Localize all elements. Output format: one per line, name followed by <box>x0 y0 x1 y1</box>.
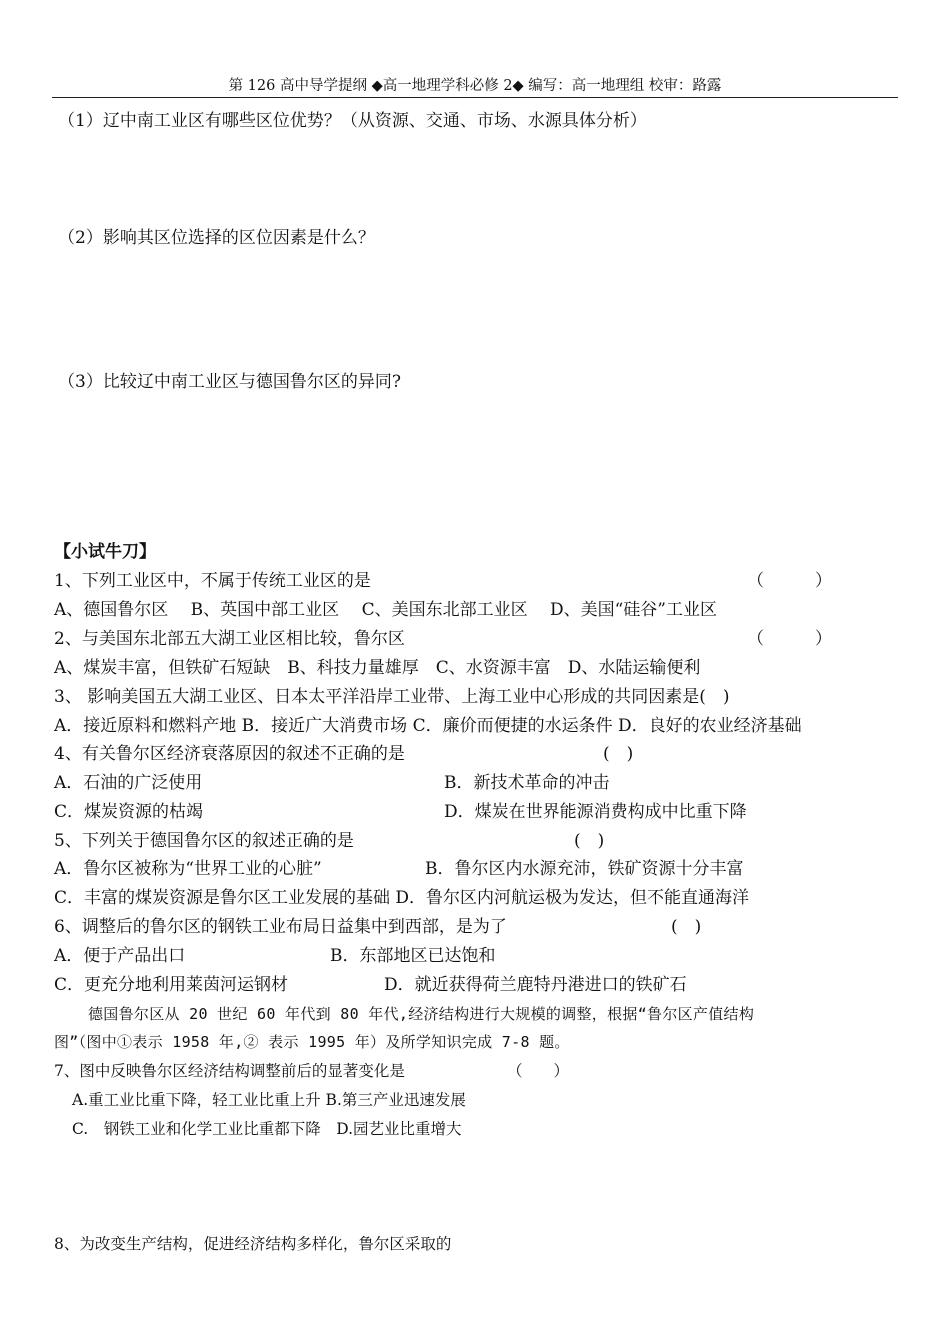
mc-5-option-a: A．鲁尔区被称为“世界工业的心脏” <box>54 859 322 879</box>
mc-6-option-b: B．东部地区已达饱和 <box>330 946 496 966</box>
question-3-top: （3）比较辽中南工业区与德国鲁尔区的异同? <box>58 372 401 392</box>
question-1-top: （1）辽中南工业区有哪些区位优势？（从资源、交通、市场、水源具体分析） <box>58 111 647 131</box>
mc-2-bracket: （ ） <box>747 629 832 649</box>
header-rule <box>52 97 898 98</box>
mc-5-options-cd: C．丰富的煤炭资源是鲁尔区工业发展的基础 D．鲁尔区内河航运极为发达，但不能直通海洋 <box>54 888 750 908</box>
mc-4-bracket: ( ) <box>603 744 634 764</box>
mc-1-bracket: （ ） <box>747 571 832 591</box>
mc-1-options: A、德国鲁尔区 B、英国中部工业区 C、美国东北部工业区 D、美国“硅谷”工业区 <box>54 600 717 620</box>
mc-5-option-b: B．鲁尔区内水源充沛，铁矿资源十分丰富 <box>425 859 744 879</box>
mc-3-options: A．接近原料和燃料产地 B．接近广大消费市场 C．廉价而便捷的水运条件 D．良好的农业经济基础 <box>54 716 802 736</box>
mc-7-options-cd: C. 钢铁工业和化学工业比重都下降 D.园艺业比重增大 <box>72 1120 462 1138</box>
mc-6-stem: 6、调整后的鲁尔区的钢铁工业布局日益集中到西部，是为了 <box>54 917 507 937</box>
mc-3-stem: 3、 影响美国五大湖工业区、日本太平洋沿岸工业带、上海工业中心形成的共同因素是( ) <box>54 687 730 707</box>
mc-8-stem: 8、为改变生产结构，促进经济结构多样化，鲁尔区采取的 <box>54 1235 452 1253</box>
mc-2-options: A、煤炭丰富，但铁矿石短缺 B、科技力量雄厚 C、水资源丰富 D、水陆运输便利 <box>54 658 701 678</box>
question-2-top: （2）影响其区位选择的区位因素是什么？ <box>58 228 375 248</box>
mc-7-stem: 7、图中反映鲁尔区经济结构调整前后的显著变化是 <box>54 1062 405 1080</box>
mc-6-option-d: D．就近获得荷兰鹿特丹港进口的铁矿石 <box>384 975 687 995</box>
mc-4-stem: 4、有关鲁尔区经济衰落原因的叙述不正确的是 <box>54 744 405 764</box>
mc-4-option-a: A．石油的广泛使用 <box>54 773 203 793</box>
mc-1-stem: 1、下列工业区中，不属于传统工业区的是 <box>54 571 371 591</box>
mc-7-bracket: （ ） <box>507 1062 570 1080</box>
passage-line-2: 图”（图中①表示 1958 年,② 表示 1995 年）及所学知识完成 7-8 题。 <box>54 1033 570 1051</box>
passage-line-1: 德国鲁尔区从 20 世纪 60 年代到 80 年代,经济结构进行大规模的调整，根据“鲁尔区产值结构 <box>88 1005 755 1023</box>
mc-6-option-c: C．更充分地利用莱茵河运钢材 <box>54 975 289 995</box>
mc-4-option-d: D．煤炭在世界能源消费构成中比重下降 <box>444 802 747 822</box>
mc-6-option-a: A．便于产品出口 <box>54 946 186 966</box>
section-title: 【小试牛刀】 <box>54 542 156 562</box>
page-header: 第 126 高中导学提纲 ◆高一地理学科必修 2◆ 编写：高一地理组 校审：路露 <box>228 78 722 94</box>
mc-4-option-b: B．新技术革命的冲击 <box>444 773 610 793</box>
mc-7-options-ab: A.重工业比重下降，轻工业比重上升 B.第三产业迅速发展 <box>72 1091 466 1109</box>
mc-4-option-c: C．煤炭资源的枯竭 <box>54 802 204 822</box>
mc-2-stem: 2、与美国东北部五大湖工业区相比较，鲁尔区 <box>54 629 405 649</box>
mc-5-bracket: ( ) <box>574 831 605 851</box>
mc-6-bracket: ( ) <box>671 917 702 937</box>
mc-5-stem: 5、下列关于德国鲁尔区的叙述正确的是 <box>54 831 354 851</box>
